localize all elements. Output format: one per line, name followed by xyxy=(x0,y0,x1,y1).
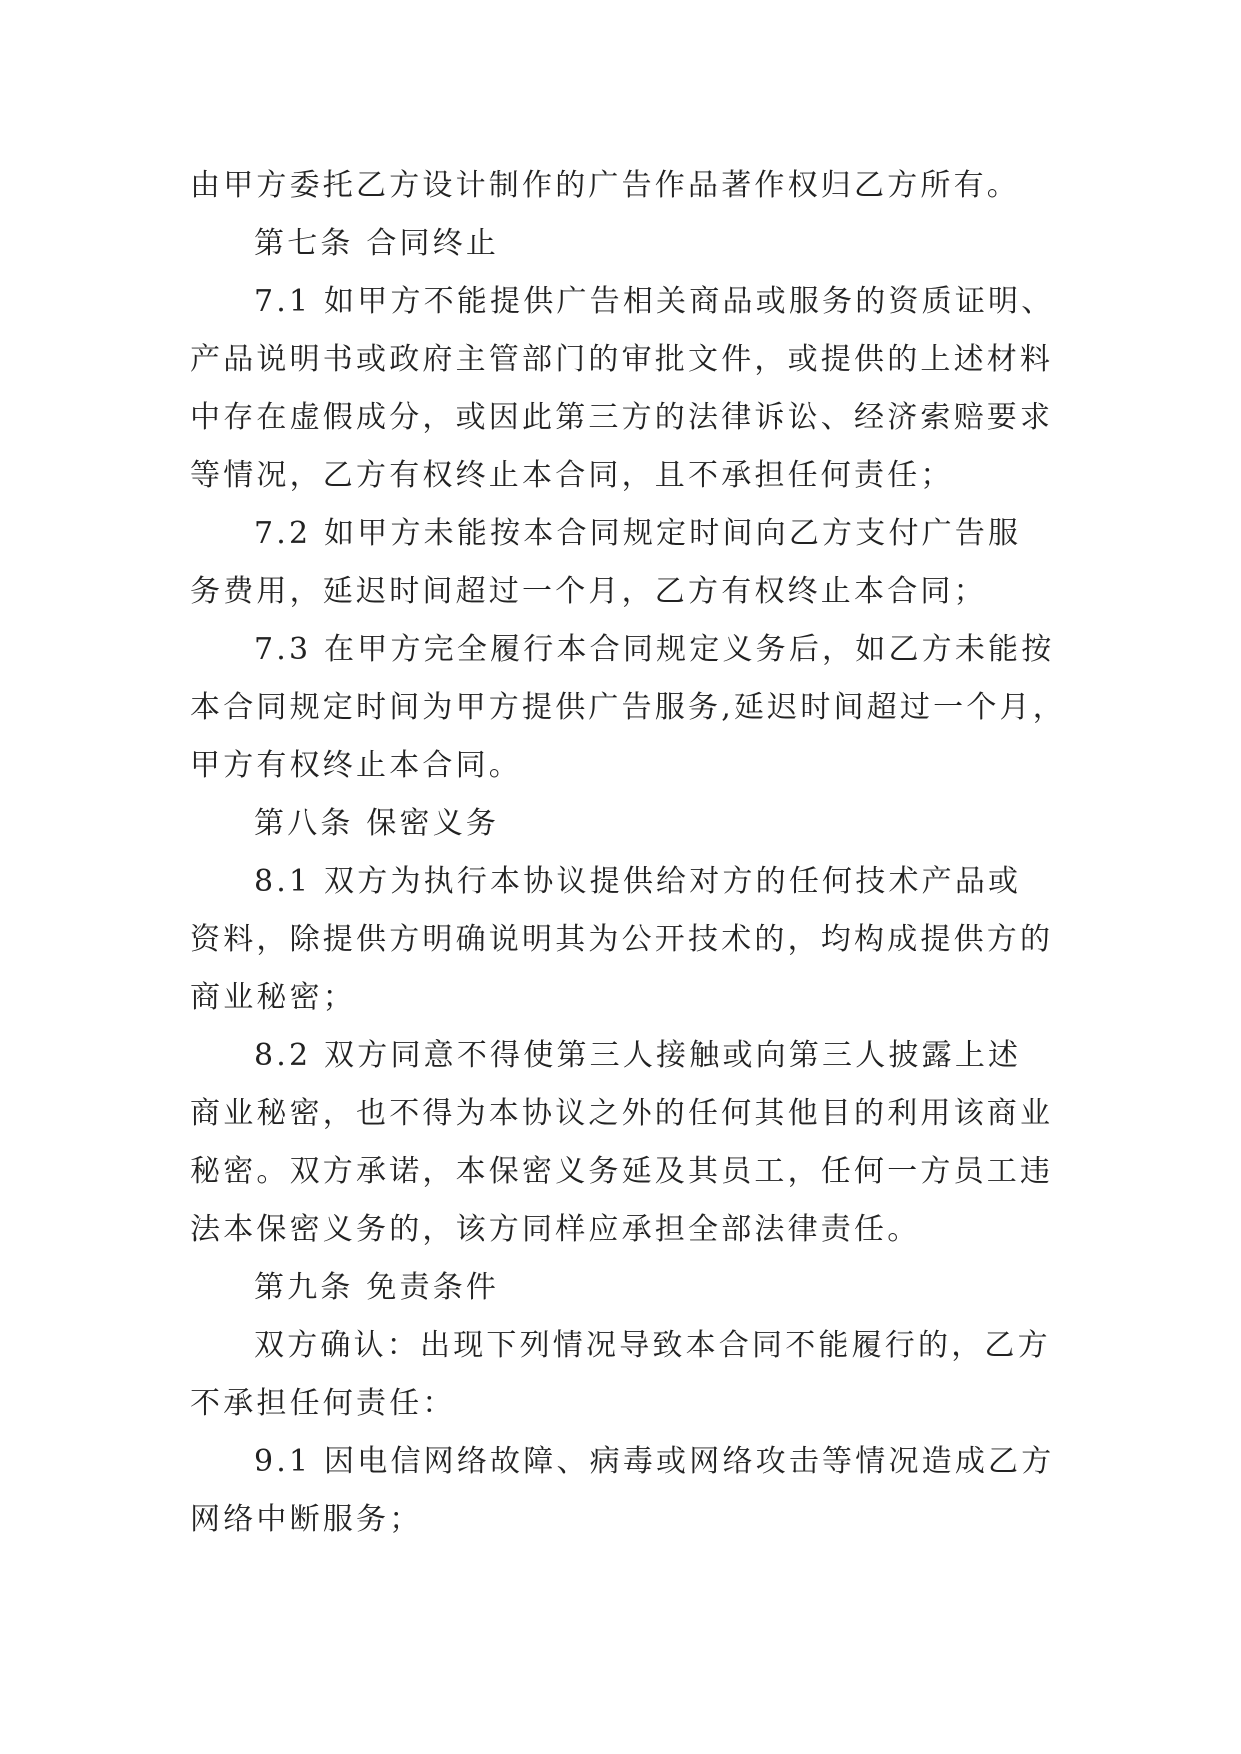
text-line: 资料，除提供方明确说明其为公开技术的，均构成提供方的 xyxy=(190,922,1054,957)
section-heading: 第九条 免责条件 xyxy=(254,1270,500,1305)
text-line: 网络中断服务； xyxy=(190,1502,423,1537)
text-line: 产品说明书或政府主管部门的审批文件，或提供的上述材料 xyxy=(190,342,1054,377)
text-line: 中存在虚假成分，或因此第三方的法律诉讼、经济索赔要求 xyxy=(190,400,1054,435)
text-line: 双方确认：出现下列情况导致本合同不能履行的，乙方 xyxy=(254,1328,1051,1363)
section-heading: 第八条 保密义务 xyxy=(254,806,500,841)
text-line: 9.1 因电信网络故障、病毒或网络攻击等情况造成乙方 xyxy=(254,1444,1055,1479)
text-line: 秘密。双方承诺，本保密义务延及其员工，任何一方员工违 xyxy=(190,1154,1054,1189)
text-line: 甲方有权终止本合同。 xyxy=(190,748,522,783)
text-line: 等情况，乙方有权终止本合同，且不承担任何责任； xyxy=(190,458,954,493)
text-line: 8.1 双方为执行本协议提供给对方的任何技术产品或 xyxy=(254,864,1022,899)
text-line: 不承担任何责任： xyxy=(190,1386,456,1421)
text-line: 7.3 在甲方完全履行本合同规定义务后，如乙方未能按 xyxy=(254,632,1055,667)
text-line: 由甲方委托乙方设计制作的广告作品著作权归乙方所有。 xyxy=(190,168,1020,203)
section-heading: 第七条 合同终止 xyxy=(254,226,500,261)
text-line: 法本保密义务的，该方同样应承担全部法律责任。 xyxy=(190,1212,921,1247)
text-line: 商业秘密； xyxy=(190,980,356,1015)
text-line: 7.1 如甲方不能提供广告相关商品或服务的资质证明、 xyxy=(254,284,1055,319)
text-line: 本合同规定时间为甲方提供广告服务,延迟时间超过一个月， xyxy=(190,690,1066,725)
text-line: 8.2 双方同意不得使第三人接触或向第三人披露上述 xyxy=(254,1038,1022,1073)
text-line: 7.2 如甲方未能按本合同规定时间向乙方支付广告服 xyxy=(254,516,1022,551)
text-line: 务费用，延迟时间超过一个月，乙方有权终止本合同； xyxy=(190,574,987,609)
text-line: 商业秘密，也不得为本协议之外的任何其他目的利用该商业 xyxy=(190,1096,1054,1131)
